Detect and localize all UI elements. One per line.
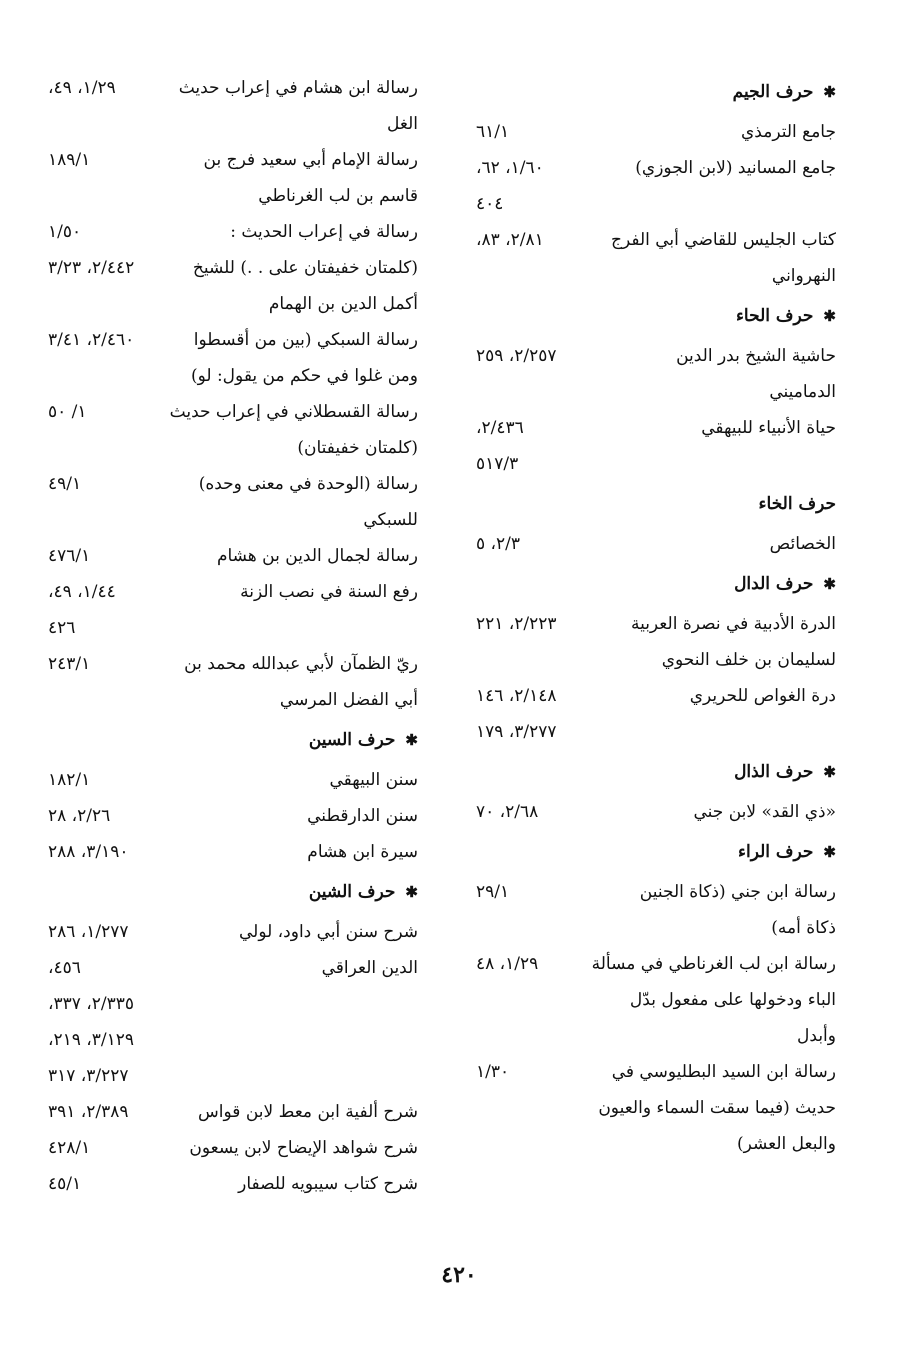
entry-pages: ١/٤٤، ٤٩، — [48, 582, 116, 602]
entry-title: رفع السنة في نصب الزنة — [240, 582, 418, 602]
entry-pages: ٢/٢٦، ٢٨ — [48, 806, 111, 826]
section-heading-text: حرف السين — [308, 730, 396, 750]
entry-pages: ٣/٢٢٧، ٣١٧ — [48, 1066, 129, 1086]
left-column — [48, 70, 418, 1202]
section-heading — [476, 834, 836, 870]
entry-pages: ٤٢٨/١ — [48, 1138, 91, 1158]
asterisk-icon: ✱ — [823, 307, 836, 325]
index-entry — [476, 446, 836, 482]
section-heading-text: حرف الخاء — [758, 494, 836, 514]
entry-title: حاشية الشيخ بدر الدين — [676, 346, 836, 366]
entry-title: الغل — [387, 114, 418, 134]
asterisk-icon: ✱ — [823, 763, 836, 781]
right-column — [476, 70, 836, 1162]
entry-title: رسالة ابن لب الغرناطي في مسألة — [591, 954, 836, 974]
index-entry — [476, 186, 836, 222]
page-number: ٤٢٠ — [441, 1262, 477, 1288]
index-entry — [476, 374, 836, 410]
entry-pages: ١/٥٠ — [48, 222, 82, 242]
entry-title: شرح سنن أبي داود، لولي — [238, 922, 418, 942]
index-entry — [48, 250, 418, 286]
entry-pages: ١/٢٩، ٤٨ — [476, 954, 539, 974]
entry-title: رسالة الإمام أبي سعيد فرج بن — [203, 150, 418, 170]
entry-title: النهرواني — [771, 266, 836, 286]
asterisk-icon: ✱ — [405, 883, 418, 901]
index-entry — [476, 910, 836, 946]
index-entry — [48, 394, 418, 430]
index-entry — [476, 1090, 836, 1126]
entry-pages: ١/ ٥٠ — [48, 402, 87, 422]
section-heading — [476, 486, 836, 522]
entry-pages: ٤٥/١ — [48, 1174, 82, 1194]
index-entry — [48, 1022, 418, 1058]
index-entry — [476, 114, 836, 150]
entry-title: (كلمتان خفيفتان على . .) للشيخ — [192, 258, 418, 278]
entry-pages: ٤٢٦ — [48, 618, 76, 638]
index-entry — [476, 982, 836, 1018]
entry-title: والبعل العشر) — [736, 1134, 836, 1154]
entry-title: قاسم بن لب الغرناطي — [258, 186, 418, 206]
entry-pages: ٤٧٦/١ — [48, 546, 91, 566]
index-entry — [476, 150, 836, 186]
entry-title: الباء ودخولها على مفعول بدّل — [629, 990, 836, 1010]
index-entry — [476, 606, 836, 642]
index-entry — [48, 914, 418, 950]
entry-pages: ١/٦٠، ٦٢، — [476, 158, 544, 178]
index-entry — [476, 946, 836, 982]
entry-pages: ٢/٤٣٦، — [476, 418, 524, 438]
entry-title: لسليمان بن خلف النحوي — [661, 650, 836, 670]
index-entry — [476, 1018, 836, 1054]
entry-title: سيرة ابن هشام — [307, 842, 418, 862]
index-entry — [48, 834, 418, 870]
entry-title: ريّ الظمآن لأبي عبدالله محمد بن — [184, 654, 418, 674]
entry-title: رسالة (الوحدة في معنى وحده) — [198, 474, 418, 494]
index-entry — [48, 286, 418, 322]
entry-title: ومن غلوا في حكم من يقول: لو) — [190, 366, 418, 386]
asterisk-icon: ✱ — [823, 843, 836, 861]
entry-pages: ٢/٣، ٥ — [476, 534, 521, 554]
entry-title: رسالة ابن جني (ذكاة الجنين — [639, 882, 836, 902]
index-entry — [48, 762, 418, 798]
index-entry — [476, 258, 836, 294]
index-entry — [48, 106, 418, 142]
index-entry — [476, 410, 836, 446]
asterisk-icon: ✱ — [823, 575, 836, 593]
entry-title: سنن الدارقطني — [307, 806, 418, 826]
entry-pages: ٢/٣٨٩، ٣٩١ — [48, 1102, 129, 1122]
entry-title: الدماميني — [769, 382, 836, 402]
index-entry — [48, 1058, 418, 1094]
entry-pages: ٤٠٤ — [476, 194, 504, 214]
index-entry — [48, 1166, 418, 1202]
entry-title: الدين العراقي — [321, 958, 418, 978]
entry-pages: ١/٢٩، ٤٩، — [48, 78, 116, 98]
entry-title: شرح ألفية ابن معط لابن قواس — [198, 1102, 418, 1122]
index-entry — [48, 466, 418, 502]
index-entry — [48, 430, 418, 466]
entry-title: رسالة القسطلاني في إعراب حديث — [169, 402, 418, 422]
index-entry — [48, 538, 418, 574]
entry-pages: ٢٩/١ — [476, 882, 510, 902]
entry-pages: ٤٩/١ — [48, 474, 82, 494]
index-entry — [48, 646, 418, 682]
section-heading — [476, 754, 836, 790]
index-entry — [48, 178, 418, 214]
index-entry — [48, 1094, 418, 1130]
entry-title: أبي الفضل المرسي — [279, 690, 418, 710]
entry-pages: ٥١٧/٣ — [476, 454, 519, 474]
entry-title: حياة الأنبياء للبيهقي — [701, 418, 836, 438]
index-entry — [48, 610, 418, 646]
index-entry — [48, 142, 418, 178]
entry-title: حديث (فيما سقت السماء والعيون — [598, 1098, 836, 1118]
entry-pages: ٢٤٣/١ — [48, 654, 91, 674]
entry-pages: ٣/١٢٩، ٢١٩، — [48, 1030, 135, 1050]
section-heading-text: حرف الدال — [734, 574, 814, 594]
entry-pages: ١٨٩/١ — [48, 150, 91, 170]
entry-title: شرح شواهد الإيضاح لابن يسعون — [189, 1138, 418, 1158]
index-entry — [476, 714, 836, 750]
entry-title: جامع المسانيد (لابن الجوزي) — [635, 158, 836, 178]
entry-title: الخصائص — [769, 534, 836, 554]
section-heading-text: حرف الشين — [308, 882, 396, 902]
index-entry — [476, 338, 836, 374]
index-entry — [476, 222, 836, 258]
index-entry — [476, 874, 836, 910]
entry-title: للسبكي — [363, 510, 418, 530]
entry-title: وأبدل — [797, 1026, 836, 1046]
section-heading-text: حرف الراء — [737, 842, 814, 862]
entry-title: ذكاة أمه) — [771, 918, 836, 938]
entry-pages: ٢/٢٥٧، ٢٥٩ — [476, 346, 557, 366]
asterisk-icon: ✱ — [823, 83, 836, 101]
index-entry — [48, 1130, 418, 1166]
section-heading — [476, 298, 836, 334]
section-heading-text: حرف الجيم — [732, 82, 814, 102]
entry-title: رسالة ابن السيد البطليوسي في — [611, 1062, 836, 1082]
entry-title: رسالة ابن هشام في إعراب حديث — [178, 78, 418, 98]
entry-pages: ٣/٢٧٧، ١٧٩ — [476, 722, 557, 742]
entry-pages: ٢/٦٨، ٧٠ — [476, 802, 539, 822]
index-entry — [48, 358, 418, 394]
entry-title: الدرة الأدبية في نصرة العربية — [630, 614, 836, 634]
entry-title: كتاب الجليس للقاضي أبي الفرج — [610, 230, 836, 250]
entry-pages: ٢/٢٢٣، ٢٢١ — [476, 614, 557, 634]
index-entry — [48, 986, 418, 1022]
entry-title: درة الغواص للحريري — [689, 686, 836, 706]
index-entry — [48, 214, 418, 250]
entry-pages: ٢/٣٣٥، ٣٣٧، — [48, 994, 135, 1014]
index-entry — [476, 1126, 836, 1162]
section-heading-text: حرف الذال — [734, 762, 814, 782]
section-heading-text: حرف الحاء — [735, 306, 814, 326]
index-entry — [48, 574, 418, 610]
entry-title: سنن البيهقي — [329, 770, 418, 790]
index-entry — [476, 678, 836, 714]
entry-title: «ذي القد» لابن جني — [693, 802, 836, 822]
index-entry — [476, 794, 836, 830]
section-heading — [476, 74, 836, 110]
entry-title: رسالة في إعراب الحديث : — [230, 222, 418, 242]
entry-pages: ١/٢٧٧، ٢٨٦ — [48, 922, 129, 942]
index-entry — [48, 682, 418, 718]
entry-title: شرح كتاب سيبويه للصفار — [238, 1174, 418, 1194]
index-entry — [48, 950, 418, 986]
index-entry — [476, 642, 836, 678]
entry-title: رسالة لجمال الدين بن هشام — [216, 546, 418, 566]
entry-pages: ١٨٢/١ — [48, 770, 91, 790]
entry-title: جامع الترمذي — [741, 122, 836, 142]
entry-pages: ٢/١٤٨، ١٤٦ — [476, 686, 557, 706]
entry-pages: ٢/٤٤٢، ٣/٢٣ — [48, 258, 135, 278]
entry-pages: ٤٥٦، — [48, 958, 81, 978]
index-entry — [48, 502, 418, 538]
entry-title: (كلمتان خفيفتان) — [297, 438, 418, 458]
index-entry — [48, 798, 418, 834]
section-heading — [476, 566, 836, 602]
index-entry — [476, 526, 836, 562]
entry-title: أكمل الدين بن الهمام — [268, 294, 418, 314]
index-entry — [48, 70, 418, 106]
entry-title: رسالة السبكي (بين من أقسطوا — [193, 330, 418, 350]
section-heading — [48, 722, 418, 758]
entry-pages: ٢/٤٦٠، ٣/٤١ — [48, 330, 135, 350]
asterisk-icon: ✱ — [405, 731, 418, 749]
section-heading — [48, 874, 418, 910]
index-entry — [476, 1054, 836, 1090]
entry-pages: ١/٣٠ — [476, 1062, 510, 1082]
entry-pages: ٢/٨١، ٨٣، — [476, 230, 544, 250]
entry-pages: ٦١/١ — [476, 122, 510, 142]
index-entry — [48, 322, 418, 358]
entry-pages: ٣/١٩٠، ٢٨٨ — [48, 842, 129, 862]
